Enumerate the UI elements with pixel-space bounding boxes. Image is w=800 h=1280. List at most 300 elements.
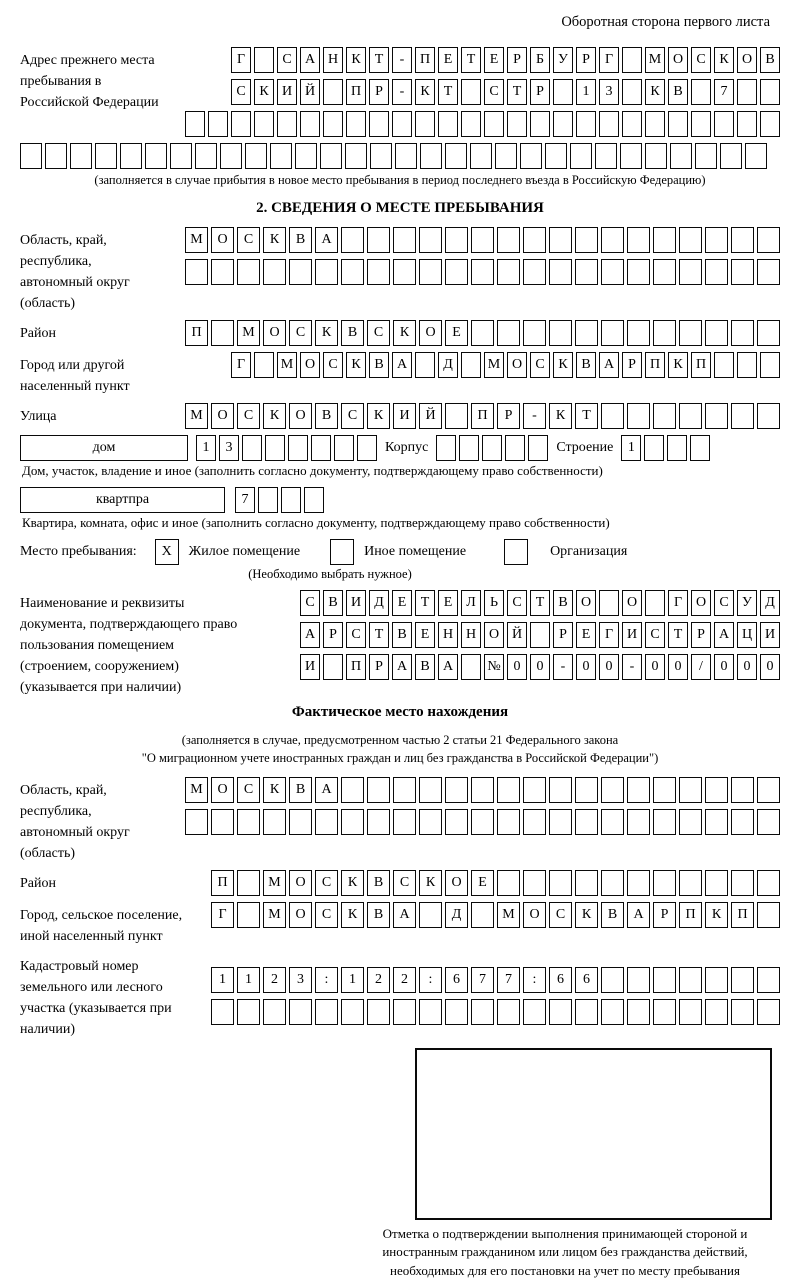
- char-cell[interactable]: [367, 259, 390, 285]
- char-cell[interactable]: [731, 967, 754, 993]
- char-cell[interactable]: Й: [419, 403, 442, 429]
- char-cell[interactable]: [185, 259, 208, 285]
- char-cell[interactable]: [445, 777, 468, 803]
- char-cell[interactable]: И: [300, 654, 320, 680]
- char-cell[interactable]: [705, 259, 728, 285]
- char-cell[interactable]: С: [341, 403, 364, 429]
- char-cell[interactable]: [254, 111, 274, 137]
- char-cell[interactable]: [575, 999, 598, 1025]
- char-cell[interactable]: П: [185, 320, 208, 346]
- char-cell[interactable]: [705, 809, 728, 835]
- char-cell[interactable]: [445, 403, 468, 429]
- char-cell[interactable]: [731, 777, 754, 803]
- char-cell[interactable]: [471, 999, 494, 1025]
- char-cell[interactable]: О: [484, 622, 504, 648]
- char-cell[interactable]: Р: [576, 47, 596, 73]
- char-cell[interactable]: [245, 143, 267, 169]
- char-cell[interactable]: [599, 111, 619, 137]
- char-cell[interactable]: [323, 111, 343, 137]
- char-cell[interactable]: [601, 259, 624, 285]
- char-cell[interactable]: В: [289, 777, 312, 803]
- char-cell[interactable]: О: [289, 902, 312, 928]
- char-cell[interactable]: [419, 809, 442, 835]
- char-cell[interactable]: К: [415, 79, 435, 105]
- char-cell[interactable]: Р: [691, 622, 711, 648]
- char-cell[interactable]: [523, 227, 546, 253]
- char-cell[interactable]: [528, 435, 548, 461]
- char-cell[interactable]: О: [289, 870, 312, 896]
- char-cell[interactable]: Ь: [484, 590, 504, 616]
- char-cell[interactable]: [599, 590, 619, 616]
- char-cell[interactable]: Т: [438, 79, 458, 105]
- char-cell[interactable]: 7: [235, 487, 255, 513]
- char-cell[interactable]: П: [645, 352, 665, 378]
- char-cell[interactable]: [695, 143, 717, 169]
- char-cell[interactable]: К: [254, 79, 274, 105]
- char-cell[interactable]: К: [553, 352, 573, 378]
- char-cell[interactable]: С: [231, 79, 251, 105]
- char-cell[interactable]: [242, 435, 262, 461]
- residence-checkbox-inoe[interactable]: [330, 539, 354, 565]
- char-cell[interactable]: [277, 111, 297, 137]
- char-cell[interactable]: [757, 809, 780, 835]
- char-cell[interactable]: В: [289, 227, 312, 253]
- char-cell[interactable]: [289, 259, 312, 285]
- char-cell[interactable]: 6: [575, 967, 598, 993]
- char-cell[interactable]: [679, 227, 702, 253]
- char-cell[interactable]: 0: [599, 654, 619, 680]
- char-cell[interactable]: [627, 227, 650, 253]
- char-cell[interactable]: [367, 777, 390, 803]
- char-cell[interactable]: Е: [438, 47, 458, 73]
- char-cell[interactable]: 0: [576, 654, 596, 680]
- char-cell[interactable]: Ц: [737, 622, 757, 648]
- char-cell[interactable]: [549, 870, 572, 896]
- char-cell[interactable]: [315, 259, 338, 285]
- char-cell[interactable]: [461, 79, 481, 105]
- char-cell[interactable]: [757, 870, 780, 896]
- char-cell[interactable]: [731, 809, 754, 835]
- char-cell[interactable]: В: [315, 403, 338, 429]
- char-cell[interactable]: [530, 622, 550, 648]
- char-cell[interactable]: [445, 259, 468, 285]
- char-cell[interactable]: [288, 435, 308, 461]
- char-cell[interactable]: [576, 111, 596, 137]
- char-cell[interactable]: [549, 227, 572, 253]
- char-cell[interactable]: [627, 999, 650, 1025]
- char-cell[interactable]: В: [553, 590, 573, 616]
- char-cell[interactable]: Р: [622, 352, 642, 378]
- char-cell[interactable]: С: [367, 320, 390, 346]
- char-cell[interactable]: В: [341, 320, 364, 346]
- char-cell[interactable]: С: [714, 590, 734, 616]
- char-cell[interactable]: О: [668, 47, 688, 73]
- char-cell[interactable]: В: [369, 352, 389, 378]
- char-cell[interactable]: К: [341, 870, 364, 896]
- char-cell[interactable]: [714, 352, 734, 378]
- char-cell[interactable]: [497, 999, 520, 1025]
- char-cell[interactable]: С: [549, 902, 572, 928]
- char-cell[interactable]: №: [484, 654, 504, 680]
- char-cell[interactable]: [705, 320, 728, 346]
- char-cell[interactable]: [601, 809, 624, 835]
- char-cell[interactable]: Н: [438, 622, 458, 648]
- char-cell[interactable]: [523, 999, 546, 1025]
- char-cell[interactable]: Г: [231, 352, 251, 378]
- char-cell[interactable]: Р: [497, 403, 520, 429]
- char-cell[interactable]: В: [576, 352, 596, 378]
- char-cell[interactable]: [714, 111, 734, 137]
- char-cell[interactable]: О: [211, 403, 234, 429]
- char-cell[interactable]: Р: [369, 654, 389, 680]
- char-cell[interactable]: [237, 902, 260, 928]
- char-cell[interactable]: В: [323, 590, 343, 616]
- char-cell[interactable]: А: [315, 777, 338, 803]
- char-cell[interactable]: О: [300, 352, 320, 378]
- char-cell[interactable]: [760, 352, 780, 378]
- char-cell[interactable]: К: [645, 79, 665, 105]
- char-cell[interactable]: [263, 999, 286, 1025]
- char-cell[interactable]: [523, 870, 546, 896]
- char-cell[interactable]: [679, 320, 702, 346]
- char-cell[interactable]: [323, 79, 343, 105]
- char-cell[interactable]: [679, 967, 702, 993]
- char-cell[interactable]: А: [300, 47, 320, 73]
- char-cell[interactable]: К: [419, 870, 442, 896]
- char-cell[interactable]: [757, 777, 780, 803]
- char-cell[interactable]: Й: [300, 79, 320, 105]
- char-cell[interactable]: [523, 259, 546, 285]
- char-cell[interactable]: [760, 111, 780, 137]
- char-cell[interactable]: [627, 870, 650, 896]
- char-cell[interactable]: [484, 111, 504, 137]
- char-cell[interactable]: М: [237, 320, 260, 346]
- char-cell[interactable]: [420, 143, 442, 169]
- char-cell[interactable]: С: [691, 47, 711, 73]
- char-cell[interactable]: О: [211, 777, 234, 803]
- char-cell[interactable]: [691, 111, 711, 137]
- char-cell[interactable]: [627, 320, 650, 346]
- char-cell[interactable]: [691, 79, 711, 105]
- char-cell[interactable]: К: [346, 352, 366, 378]
- char-cell[interactable]: [757, 259, 780, 285]
- char-cell[interactable]: О: [523, 902, 546, 928]
- char-cell[interactable]: О: [737, 47, 757, 73]
- char-cell[interactable]: Д: [369, 590, 389, 616]
- char-cell[interactable]: [627, 403, 650, 429]
- char-cell[interactable]: К: [367, 403, 390, 429]
- char-cell[interactable]: У: [553, 47, 573, 73]
- char-cell[interactable]: [393, 999, 416, 1025]
- char-cell[interactable]: К: [315, 320, 338, 346]
- char-cell[interactable]: [208, 111, 228, 137]
- char-cell[interactable]: [549, 999, 572, 1025]
- char-cell[interactable]: Т: [575, 403, 598, 429]
- char-cell[interactable]: [258, 487, 278, 513]
- char-cell[interactable]: О: [576, 590, 596, 616]
- char-cell[interactable]: Е: [445, 320, 468, 346]
- char-cell[interactable]: [263, 809, 286, 835]
- char-cell[interactable]: [601, 967, 624, 993]
- char-cell[interactable]: [627, 777, 650, 803]
- char-cell[interactable]: [461, 654, 481, 680]
- char-cell[interactable]: [461, 352, 481, 378]
- char-cell[interactable]: [760, 79, 780, 105]
- char-cell[interactable]: [653, 227, 676, 253]
- dom-widebox[interactable]: дом: [20, 435, 188, 461]
- char-cell[interactable]: [523, 777, 546, 803]
- char-cell[interactable]: /: [691, 654, 711, 680]
- char-cell[interactable]: [757, 902, 780, 928]
- char-cell[interactable]: С: [289, 320, 312, 346]
- char-cell[interactable]: [367, 227, 390, 253]
- char-cell[interactable]: [645, 590, 665, 616]
- char-cell[interactable]: К: [263, 227, 286, 253]
- char-cell[interactable]: [341, 777, 364, 803]
- char-cell[interactable]: С: [530, 352, 550, 378]
- char-cell[interactable]: 1: [237, 967, 260, 993]
- char-cell[interactable]: 1: [196, 435, 216, 461]
- char-cell[interactable]: [757, 967, 780, 993]
- char-cell[interactable]: [575, 777, 598, 803]
- char-cell[interactable]: [705, 999, 728, 1025]
- char-cell[interactable]: [170, 143, 192, 169]
- char-cell[interactable]: [653, 777, 676, 803]
- char-cell[interactable]: -: [622, 654, 642, 680]
- char-cell[interactable]: -: [523, 403, 546, 429]
- char-cell[interactable]: [482, 435, 502, 461]
- char-cell[interactable]: Р: [553, 622, 573, 648]
- char-cell[interactable]: И: [346, 590, 366, 616]
- kvartira-widebox[interactable]: квартпра: [20, 487, 225, 513]
- char-cell[interactable]: [627, 809, 650, 835]
- char-cell[interactable]: :: [523, 967, 546, 993]
- char-cell[interactable]: [419, 902, 442, 928]
- char-cell[interactable]: [341, 999, 364, 1025]
- char-cell[interactable]: [289, 809, 312, 835]
- char-cell[interactable]: [757, 403, 780, 429]
- char-cell[interactable]: [438, 111, 458, 137]
- char-cell[interactable]: С: [315, 870, 338, 896]
- char-cell[interactable]: [601, 999, 624, 1025]
- char-cell[interactable]: [497, 777, 520, 803]
- char-cell[interactable]: [419, 259, 442, 285]
- char-cell[interactable]: М: [497, 902, 520, 928]
- char-cell[interactable]: [601, 777, 624, 803]
- char-cell[interactable]: -: [392, 47, 412, 73]
- char-cell[interactable]: [667, 435, 687, 461]
- char-cell[interactable]: М: [185, 777, 208, 803]
- char-cell[interactable]: [471, 259, 494, 285]
- char-cell[interactable]: [393, 777, 416, 803]
- char-cell[interactable]: И: [277, 79, 297, 105]
- char-cell[interactable]: [497, 227, 520, 253]
- char-cell[interactable]: [731, 320, 754, 346]
- char-cell[interactable]: [757, 227, 780, 253]
- char-cell[interactable]: С: [237, 227, 260, 253]
- char-cell[interactable]: П: [346, 79, 366, 105]
- char-cell[interactable]: Т: [507, 79, 527, 105]
- char-cell[interactable]: И: [760, 622, 780, 648]
- char-cell[interactable]: 0: [668, 654, 688, 680]
- char-cell[interactable]: Л: [461, 590, 481, 616]
- char-cell[interactable]: О: [263, 320, 286, 346]
- char-cell[interactable]: [679, 870, 702, 896]
- char-cell[interactable]: Б: [530, 47, 550, 73]
- char-cell[interactable]: [505, 435, 525, 461]
- char-cell[interactable]: [705, 227, 728, 253]
- char-cell[interactable]: [653, 320, 676, 346]
- char-cell[interactable]: [731, 259, 754, 285]
- char-cell[interactable]: [211, 999, 234, 1025]
- char-cell[interactable]: [445, 143, 467, 169]
- char-cell[interactable]: [471, 902, 494, 928]
- char-cell[interactable]: Г: [599, 47, 619, 73]
- char-cell[interactable]: 2: [393, 967, 416, 993]
- char-cell[interactable]: 2: [263, 967, 286, 993]
- char-cell[interactable]: В: [367, 870, 390, 896]
- char-cell[interactable]: Р: [369, 79, 389, 105]
- char-cell[interactable]: О: [691, 590, 711, 616]
- char-cell[interactable]: [679, 403, 702, 429]
- char-cell[interactable]: [392, 111, 412, 137]
- char-cell[interactable]: [575, 320, 598, 346]
- char-cell[interactable]: [231, 111, 251, 137]
- char-cell[interactable]: :: [419, 967, 442, 993]
- char-cell[interactable]: П: [731, 902, 754, 928]
- char-cell[interactable]: [737, 79, 757, 105]
- char-cell[interactable]: [601, 320, 624, 346]
- char-cell[interactable]: 7: [497, 967, 520, 993]
- char-cell[interactable]: П: [415, 47, 435, 73]
- char-cell[interactable]: [679, 259, 702, 285]
- char-cell[interactable]: [622, 47, 642, 73]
- char-cell[interactable]: П: [346, 654, 366, 680]
- char-cell[interactable]: К: [263, 403, 286, 429]
- char-cell[interactable]: [345, 143, 367, 169]
- char-cell[interactable]: У: [737, 590, 757, 616]
- char-cell[interactable]: [195, 143, 217, 169]
- char-cell[interactable]: Т: [369, 47, 389, 73]
- char-cell[interactable]: А: [315, 227, 338, 253]
- char-cell[interactable]: [471, 777, 494, 803]
- char-cell[interactable]: [315, 809, 338, 835]
- char-cell[interactable]: [549, 777, 572, 803]
- char-cell[interactable]: [346, 111, 366, 137]
- char-cell[interactable]: Т: [668, 622, 688, 648]
- char-cell[interactable]: [419, 227, 442, 253]
- char-cell[interactable]: [690, 435, 710, 461]
- char-cell[interactable]: К: [341, 902, 364, 928]
- char-cell[interactable]: [731, 403, 754, 429]
- char-cell[interactable]: В: [392, 622, 412, 648]
- char-cell[interactable]: 3: [289, 967, 312, 993]
- char-cell[interactable]: [653, 999, 676, 1025]
- char-cell[interactable]: [334, 435, 354, 461]
- char-cell[interactable]: [211, 809, 234, 835]
- char-cell[interactable]: [185, 809, 208, 835]
- char-cell[interactable]: [369, 111, 389, 137]
- char-cell[interactable]: 1: [341, 967, 364, 993]
- residence-checkbox-org[interactable]: [504, 539, 528, 565]
- char-cell[interactable]: [341, 809, 364, 835]
- char-cell[interactable]: Г: [668, 590, 688, 616]
- char-cell[interactable]: [289, 999, 312, 1025]
- char-cell[interactable]: [622, 111, 642, 137]
- char-cell[interactable]: [553, 79, 573, 105]
- char-cell[interactable]: [601, 403, 624, 429]
- char-cell[interactable]: К: [705, 902, 728, 928]
- char-cell[interactable]: Н: [461, 622, 481, 648]
- char-cell[interactable]: [237, 870, 260, 896]
- char-cell[interactable]: Г: [231, 47, 251, 73]
- char-cell[interactable]: М: [645, 47, 665, 73]
- char-cell[interactable]: М: [185, 227, 208, 253]
- char-cell[interactable]: [497, 320, 520, 346]
- char-cell[interactable]: -: [392, 79, 412, 105]
- char-cell[interactable]: [575, 259, 598, 285]
- char-cell[interactable]: [731, 227, 754, 253]
- char-cell[interactable]: 7: [714, 79, 734, 105]
- char-cell[interactable]: [653, 809, 676, 835]
- char-cell[interactable]: [653, 967, 676, 993]
- char-cell[interactable]: С: [346, 622, 366, 648]
- char-cell[interactable]: [645, 111, 665, 137]
- char-cell[interactable]: [737, 352, 757, 378]
- char-cell[interactable]: А: [714, 622, 734, 648]
- char-cell[interactable]: [341, 227, 364, 253]
- char-cell[interactable]: [237, 809, 260, 835]
- char-cell[interactable]: [237, 999, 260, 1025]
- char-cell[interactable]: [497, 259, 520, 285]
- char-cell[interactable]: [670, 143, 692, 169]
- char-cell[interactable]: [445, 227, 468, 253]
- char-cell[interactable]: [653, 259, 676, 285]
- char-cell[interactable]: [471, 227, 494, 253]
- char-cell[interactable]: [645, 143, 667, 169]
- char-cell[interactable]: Р: [323, 622, 343, 648]
- char-cell[interactable]: М: [277, 352, 297, 378]
- char-cell[interactable]: Р: [507, 47, 527, 73]
- char-cell[interactable]: 0: [737, 654, 757, 680]
- char-cell[interactable]: К: [668, 352, 688, 378]
- char-cell[interactable]: С: [393, 870, 416, 896]
- char-cell[interactable]: Г: [599, 622, 619, 648]
- char-cell[interactable]: С: [315, 902, 338, 928]
- char-cell[interactable]: [627, 259, 650, 285]
- char-cell[interactable]: [145, 143, 167, 169]
- char-cell[interactable]: О: [419, 320, 442, 346]
- char-cell[interactable]: [295, 143, 317, 169]
- char-cell[interactable]: [530, 111, 550, 137]
- char-cell[interactable]: [304, 487, 324, 513]
- char-cell[interactable]: О: [622, 590, 642, 616]
- char-cell[interactable]: [20, 143, 42, 169]
- char-cell[interactable]: [731, 999, 754, 1025]
- char-cell[interactable]: [757, 999, 780, 1025]
- char-cell[interactable]: [211, 320, 234, 346]
- char-cell[interactable]: В: [367, 902, 390, 928]
- char-cell[interactable]: Е: [471, 870, 494, 896]
- char-cell[interactable]: 3: [219, 435, 239, 461]
- char-cell[interactable]: С: [277, 47, 297, 73]
- char-cell[interactable]: С: [484, 79, 504, 105]
- char-cell[interactable]: [668, 111, 688, 137]
- char-cell[interactable]: С: [237, 777, 260, 803]
- char-cell[interactable]: А: [392, 352, 412, 378]
- char-cell[interactable]: Т: [530, 590, 550, 616]
- char-cell[interactable]: [705, 777, 728, 803]
